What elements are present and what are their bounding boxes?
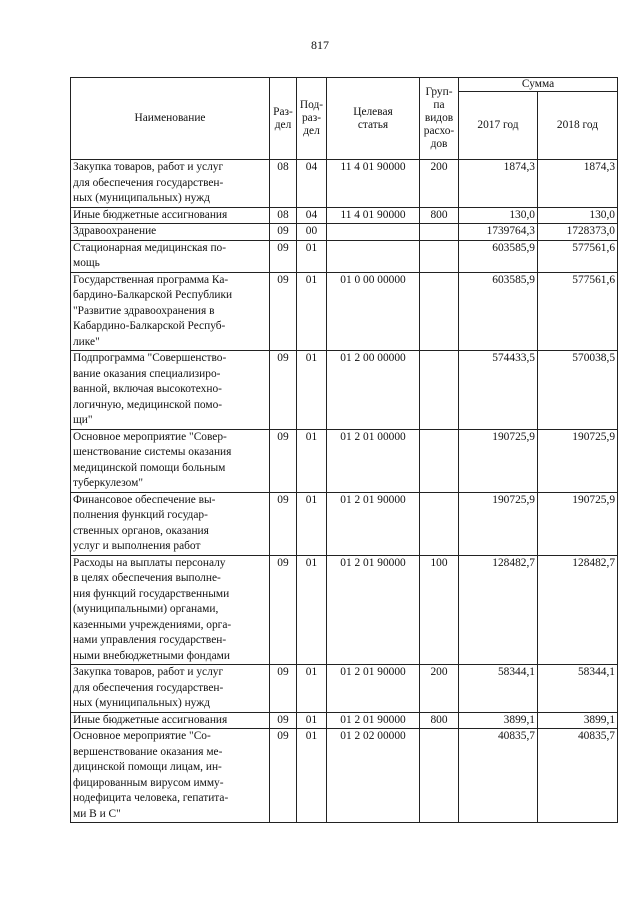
row-subsection: 01 <box>297 712 327 729</box>
row-sum-2018: 40835,7 <box>538 729 618 823</box>
row-subsection: 01 <box>297 272 327 351</box>
row-section: 09 <box>270 351 297 430</box>
row-section: 08 <box>270 160 297 208</box>
row-target: 01 2 02 00000 <box>327 729 420 823</box>
row-section: 09 <box>270 665 297 713</box>
row-sum-2018: 1874,3 <box>538 160 618 208</box>
row-section: 09 <box>270 429 297 492</box>
row-name: Основное мероприятие "Со- вершенствование оказания ме- дицинской помощи лицам, ин- фицированным вирусом имму- нодефицита человека, гепатита- ми В и С" <box>71 729 270 823</box>
page-number: 817 <box>311 38 329 52</box>
table-row <box>71 224 618 241</box>
row-sum-2017: 3899,1 <box>459 712 538 729</box>
row-name: Финансовое обеспечение вы- полнения функций государ- ственных органов, оказания услуг и выполнения работ <box>71 492 270 555</box>
row-target: 11 4 01 90000 <box>327 160 420 208</box>
row-target: 01 2 01 90000 <box>327 712 420 729</box>
row-name: Закупка товаров, работ и услуг для обеспечения государствен- ных (муниципальных) нужд <box>71 160 270 208</box>
header-year-2018: 2018 год <box>538 92 618 160</box>
row-section: 08 <box>270 207 297 224</box>
header-sum: Сумма <box>459 78 618 92</box>
row-sum-2017: 574433,5 <box>459 351 538 430</box>
header-name: Наименование <box>71 78 270 160</box>
row-subsection: 01 <box>297 429 327 492</box>
row-section: 09 <box>270 272 297 351</box>
row-name: Иные бюджетные ассигнования <box>71 712 270 729</box>
row-target <box>327 224 420 241</box>
header-section: Раз- дел <box>270 78 297 160</box>
row-group: 200 <box>420 665 459 713</box>
row-subsection: 01 <box>297 240 327 272</box>
row-target: 01 2 00 00000 <box>327 351 420 430</box>
table-row <box>71 712 618 729</box>
table-row <box>71 351 618 430</box>
row-sum-2018: 128482,7 <box>538 555 618 665</box>
row-section: 09 <box>270 240 297 272</box>
header-row <box>71 78 618 92</box>
row-subsection: 04 <box>297 207 327 224</box>
row-section: 09 <box>270 712 297 729</box>
header-group: Груп- па видов расхо- дов <box>420 78 459 160</box>
header-year-2017: 2017 год <box>459 92 538 160</box>
row-sum-2017: 58344,1 <box>459 665 538 713</box>
row-sum-2017: 190725,9 <box>459 492 538 555</box>
row-name: Государственная программа Ка- бардино-Балкарской Республики "Развитие здравоохранения в Кабардино-Балкарской Респуб- лике" <box>71 272 270 351</box>
row-subsection: 01 <box>297 492 327 555</box>
row-sum-2017: 40835,7 <box>459 729 538 823</box>
table-row <box>71 207 618 224</box>
header-subsection: Под- раз- дел <box>297 78 327 160</box>
budget-table <box>70 77 618 823</box>
row-name: Стационарная медицинская по- мощь <box>71 240 270 272</box>
row-target <box>327 240 420 272</box>
row-group: 800 <box>420 207 459 224</box>
row-sum-2017: 128482,7 <box>459 555 538 665</box>
row-section: 09 <box>270 555 297 665</box>
row-group <box>420 351 459 430</box>
row-name: Основное мероприятие "Совер- шенствование системы оказания медицинской помощи больным туберкулезом" <box>71 429 270 492</box>
row-sum-2018: 130,0 <box>538 207 618 224</box>
row-sum-2017: 130,0 <box>459 207 538 224</box>
row-name: Иные бюджетные ассигнования <box>71 207 270 224</box>
row-group <box>420 429 459 492</box>
table-row <box>71 429 618 492</box>
row-subsection: 04 <box>297 160 327 208</box>
row-group <box>420 729 459 823</box>
row-sum-2017: 190725,9 <box>459 429 538 492</box>
row-target: 01 2 01 90000 <box>327 665 420 713</box>
row-sum-2018: 570038,5 <box>538 351 618 430</box>
row-group <box>420 240 459 272</box>
row-subsection: 00 <box>297 224 327 241</box>
row-section: 09 <box>270 492 297 555</box>
row-subsection: 01 <box>297 665 327 713</box>
row-sum-2018: 190725,9 <box>538 492 618 555</box>
row-target: 01 2 01 90000 <box>327 555 420 665</box>
row-name: Подпрограмма "Совершенство- вание оказания специализиро- ванной, включая высокотехно- логичную, медицинской помо- щи" <box>71 351 270 430</box>
row-group: 200 <box>420 160 459 208</box>
row-sum-2018: 190725,9 <box>538 429 618 492</box>
row-subsection: 01 <box>297 555 327 665</box>
row-name: Здравоохранение <box>71 224 270 241</box>
table-row <box>71 492 618 555</box>
row-group: 100 <box>420 555 459 665</box>
header-target: Целевая статья <box>327 78 420 160</box>
row-target: 01 0 00 00000 <box>327 272 420 351</box>
row-group <box>420 224 459 241</box>
table-row <box>71 555 618 665</box>
row-target: 11 4 01 90000 <box>327 207 420 224</box>
row-sum-2017: 1874,3 <box>459 160 538 208</box>
table-row <box>71 160 618 208</box>
row-target: 01 2 01 90000 <box>327 492 420 555</box>
row-section: 09 <box>270 224 297 241</box>
table-row <box>71 665 618 713</box>
table-row <box>71 272 618 351</box>
row-name: Расходы на выплаты персоналу в целях обеспечения выполне- ния функций государственными (муниципальными) органами, казенными учреждениями, орга- нами управления государствен- ными внебюджетными фондами <box>71 555 270 665</box>
table-row <box>71 240 618 272</box>
row-sum-2018: 58344,1 <box>538 665 618 713</box>
row-target: 01 2 01 00000 <box>327 429 420 492</box>
table-body <box>71 160 618 823</box>
row-sum-2017: 603585,9 <box>459 272 538 351</box>
row-sum-2017: 1739764,3 <box>459 224 538 241</box>
row-name: Закупка товаров, работ и услуг для обеспечения государствен- ных (муниципальных) нужд <box>71 665 270 713</box>
row-group: 800 <box>420 712 459 729</box>
row-sum-2018: 3899,1 <box>538 712 618 729</box>
row-sum-2017: 603585,9 <box>459 240 538 272</box>
row-section: 09 <box>270 729 297 823</box>
row-group <box>420 492 459 555</box>
row-sum-2018: 577561,6 <box>538 272 618 351</box>
row-sum-2018: 1728373,0 <box>538 224 618 241</box>
table-row <box>71 729 618 823</box>
row-sum-2018: 577561,6 <box>538 240 618 272</box>
row-subsection: 01 <box>297 729 327 823</box>
row-subsection: 01 <box>297 351 327 430</box>
row-group <box>420 272 459 351</box>
